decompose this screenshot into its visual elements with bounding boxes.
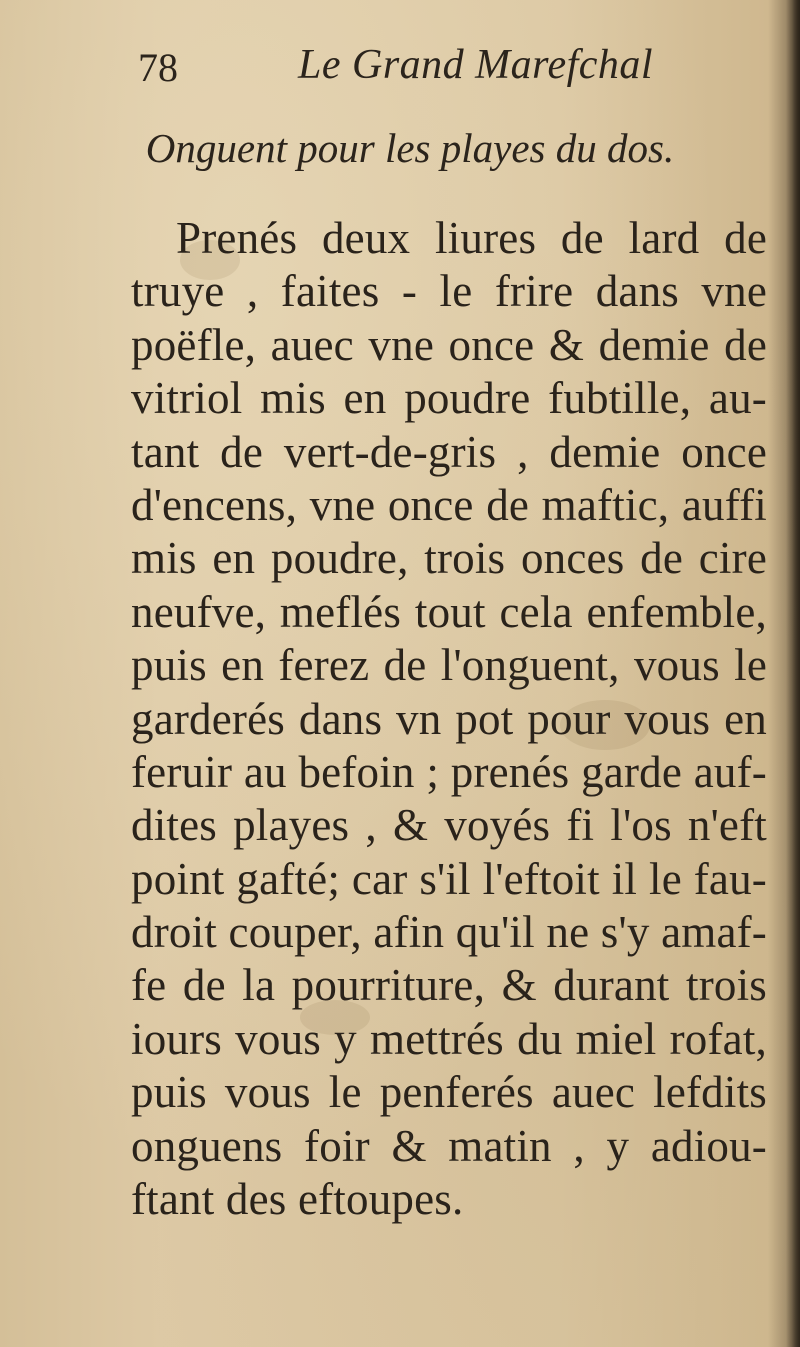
text-line: dites playes , & voyés fi l'os n'eft (131, 800, 767, 851)
section-title: Onguent pour les playes du dos. (145, 125, 675, 171)
text-line: truye , faites - le frire dans vne (131, 266, 767, 317)
text-line: feruir au befoin ; prenés garde auf- (131, 746, 767, 797)
body-paragraph (131, 212, 767, 1226)
text-line: mis en poudre, trois onces de cire (131, 533, 767, 584)
text-line: point gafté; car s'il l'eftoit il le fau- (131, 853, 767, 904)
text-line: puis vous le penferés auec lefdits (131, 1067, 767, 1118)
text-line: droit couper, afin qu'il ne s'y amaf- (131, 907, 767, 958)
page-number: 78 (138, 45, 178, 90)
text-line: neufve, meflés tout cela enfemble, (131, 586, 767, 637)
text-line: puis en ferez de l'onguent, vous le (131, 640, 767, 691)
page-header (138, 44, 698, 100)
text-line: garderés dans vn pot pour vous en (131, 693, 767, 744)
running-title: Le Grand Marefchal (298, 42, 654, 88)
text-line: vitriol mis en poudre fubtille, au- (131, 373, 767, 424)
text-line: onguens foir & matin , y adiou- (131, 1120, 767, 1171)
text-line: poëfle, auec vne once & demie de (131, 319, 767, 370)
text-line: ftant des eftoupes. (131, 1174, 464, 1225)
page-edge-shadow (786, 0, 800, 1347)
text-line: tant de vert-de-gris , demie once (131, 426, 767, 477)
text-line: iours vous y mettrés du miel rofat, (131, 1013, 767, 1064)
text-line: fe de la pourriture, & durant trois (131, 960, 767, 1011)
text-line: d'encens, vne once de maftic, auffi (131, 479, 767, 530)
text-line: Prenés deux liures de lard de (176, 213, 767, 263)
